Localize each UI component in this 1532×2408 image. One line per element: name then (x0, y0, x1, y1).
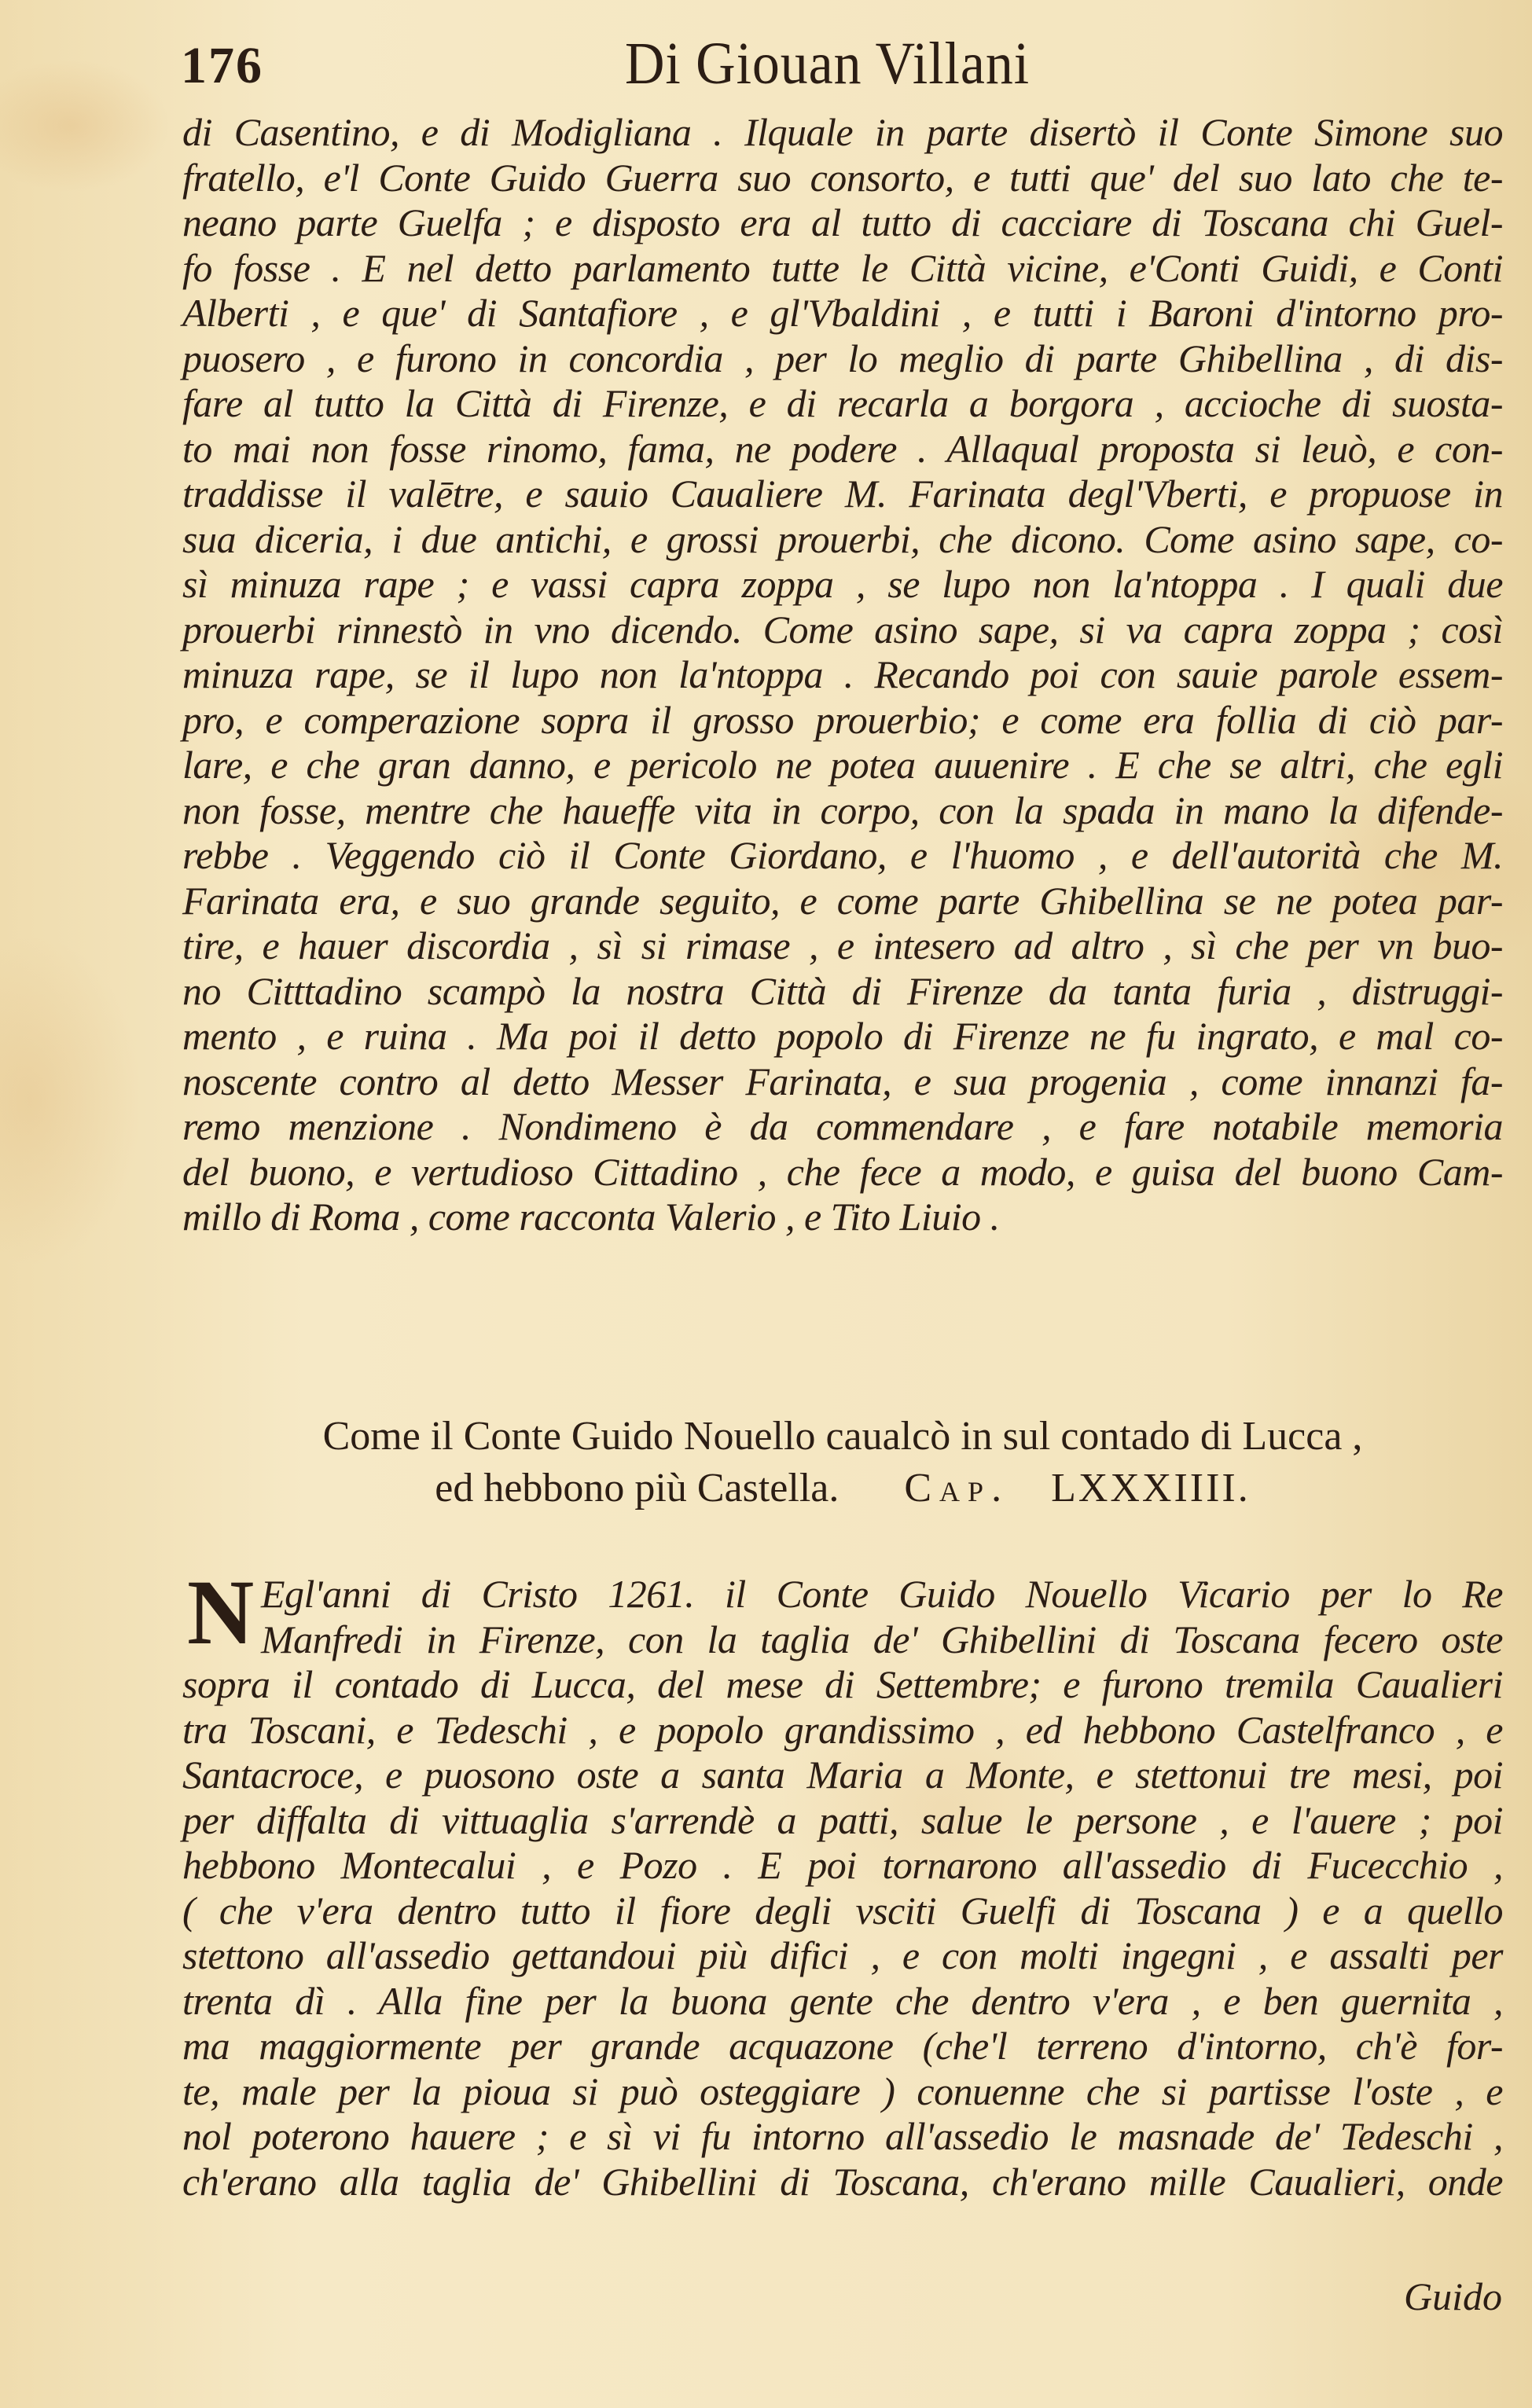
catchword: Guido (1404, 2274, 1502, 2318)
text-line: ch'erano alla taglia de' Ghibellini di Toscana, ch'erano mille Caualieri, onde (182, 2159, 1503, 2204)
text-line: non fosse, mentre che haueffe vita in corpo, con la spada in mano la difende- (182, 787, 1503, 832)
running-head: Di Giouan Villani (625, 31, 1031, 97)
text-line: per diffalta di vittuaglia s'arrendè a patti, salue le persone , e l'auere ; poi (182, 1797, 1503, 1842)
text-line: sua diceria, i due antichi, e grossi prouerbi, che dicono. Come asino sape, co- (182, 516, 1503, 561)
text-line: Farinata era, e suo grande seguito, e come parte Ghibellina se ne potea par- (182, 878, 1503, 923)
text-line: del buono, e vertudioso Cittadino , che fece a modo, e guisa del buono Cam- (182, 1149, 1503, 1194)
text-line: mento , e ruina . Ma poi il detto popolo di Firenze ne fu ingrato, e mal co- (182, 1014, 1503, 1058)
text-line: tire, e hauer discordia , sì si rimase , e intesero ad altro , sì che per vn buo- (182, 923, 1503, 967)
chapter-number: LXXXIIII. (1051, 1466, 1251, 1511)
text-line: to mai non fosse rinomo, fama, ne podere . Allaqual proposta si leuò, e con- (182, 426, 1503, 471)
page-number: 176 (181, 37, 263, 94)
text-line: neano parte Guelfa ; e disposto era al tutto di cacciare di Toscana chi Guel- (182, 200, 1503, 244)
chapter-title-line-2-text: ed hebbono più Castella. (435, 1466, 839, 1511)
text-line: rebbe . Veggendo ciò il Conte Giordano, e l'huomo , e dell'autorità che M. (182, 833, 1503, 877)
chapter-heading (182, 1411, 1503, 1514)
text-line: minuza rape, se il lupo non la'ntoppa . Recando poi con sauie parole essem- (182, 652, 1503, 696)
page-header (181, 30, 1501, 108)
text-line: pro, e comperazione sopra il grosso prouerbio; e come era follia di ciò par- (182, 697, 1503, 742)
text-line: ma maggiormente per grande acquazone (che'l terreno d'intorno, ch'è for- (182, 2024, 1503, 2068)
text-line: te, male per la pioua si può osteggiare ) conuenne che si partisse l'oste , e (182, 2068, 1503, 2113)
chapter-title-line-2 (182, 1463, 1503, 1514)
text-line: Manfredi in Firenze, con la taglia de' Ghibellini di Toscana fecero oste (261, 1617, 1503, 1661)
text-line: nol poterono hauere ; e sì vi fu intorno all'assedio le masnade de' Tedeschi , (182, 2114, 1503, 2158)
text-line: Alberti , e que' di Santafiore , e gl'Vbaldini , e tutti i Baroni d'intorno pro- (182, 291, 1503, 335)
text-line: no Citttadino scampò la nostra Città di Firenze da tanta furia , distruggi- (182, 968, 1503, 1013)
text-line: sopra il contado di Lucca, del mese di Settembre; e furono tremila Caualieri (182, 1662, 1503, 1706)
text-line: fratello, e'l Conte Guido Guerra suo consorto, e tutti que' del suo lato che te- (182, 155, 1503, 200)
text-line: fo fosse . E nel detto parlamento tutte le Città vicine, e'Conti Guidi, e Conti (182, 245, 1503, 290)
text-line: millo di Roma , come racconta Valerio , e Tito Liuio . (182, 1195, 1000, 1239)
text-line: ( che v'era dentro tutto il fiore degli vsciti Guelfi di Toscana ) e a quello (182, 1888, 1503, 1933)
chapter-label: Cap. (904, 1466, 1010, 1511)
continuation-paragraph (182, 110, 1503, 1240)
chapter-paragraph (182, 1561, 1503, 2204)
text-line: remo menzione . Nondimeno è da commendare , e fare notabile memoria (182, 1104, 1503, 1148)
text-line: di Casentino, e di Modigliana . Ilquale in parte disertò il Conte Simone suo (182, 110, 1503, 154)
text-line: Egl'anni di Cristo 1261. il Conte Guido Nouello Vicario per lo Re (261, 1572, 1503, 1616)
text-line: puosero , e furono in concordia , per lo meglio di parte Ghibellina , di dis- (182, 336, 1503, 380)
text-line: noscente contro al detto Messer Farinata, e sua progenia , come innanzi fa- (182, 1059, 1503, 1103)
text-line: stettono all'assedio gettandoui più difici , e con molti ingegni , e assalti per (182, 1933, 1503, 1977)
text-line: trenta dì . Alla fine per la buona gente che dentro v'era , e ben guernita , (182, 1978, 1503, 2023)
text-line: lare, e che gran danno, e pericolo ne potea auuenire . E che se altri, che egli (182, 743, 1503, 787)
text-line: prouerbi rinnestò in vno dicendo. Come asino sape, si va capra zoppa ; così (182, 607, 1503, 652)
text-line: hebbono Montecalui , e Pozo . E poi tornarono all'assedio di Fucecchio , (182, 1843, 1503, 1887)
text-line: fare al tutto la Città di Firenze, e di recarla a borgora , accioche di suosta- (182, 381, 1503, 425)
text-line: Santacroce, e puosono oste a santa Maria a Monte, e stettonui tre mesi, poi (182, 1753, 1503, 1797)
chapter-title-line-1: Come il Conte Guido Nouello caualcò in sul contado di Lucca , (322, 1414, 1363, 1459)
text-line: traddisse il valētre, e sauio Caualiere M. Farinata degl'Vberti, e propuose in (182, 472, 1503, 516)
text-line: tra Toscani, e Tedeschi , e popolo grandissimo , ed hebbono Castelfranco , e (182, 1707, 1503, 1752)
text-line: sì minuza rape ; e vassi capra zoppa , se lupo non la'ntoppa . I quali due (182, 562, 1503, 606)
drop-cap-initial: N (187, 1561, 255, 1664)
